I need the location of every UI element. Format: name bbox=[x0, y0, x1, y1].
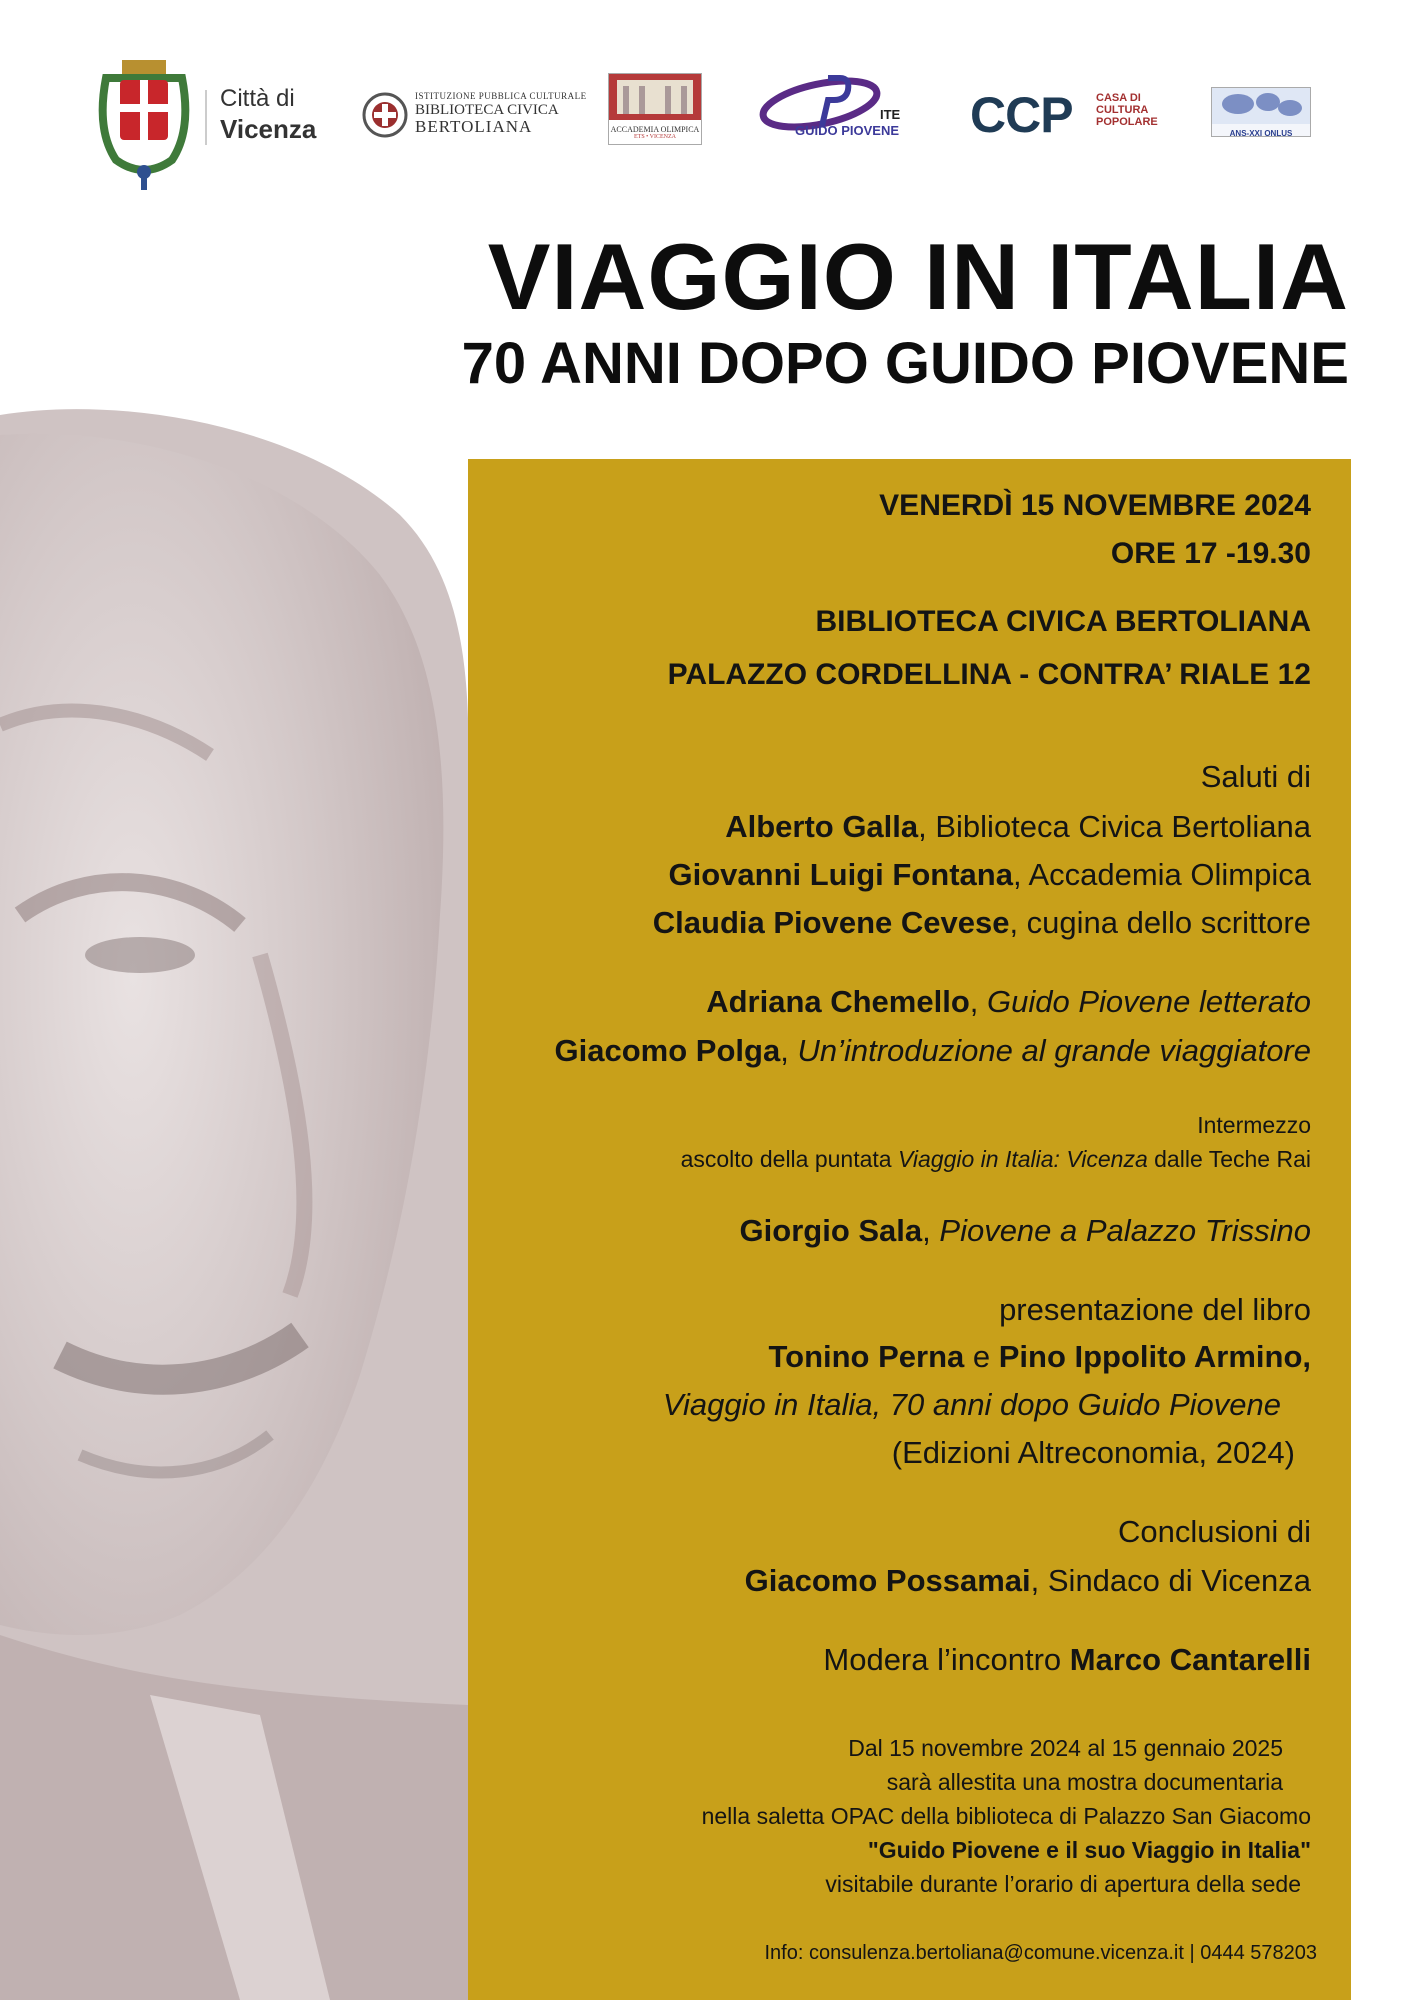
conclusions-heading: Conclusioni di bbox=[1118, 1514, 1311, 1549]
bertoliana-logo-text: ISTITUZIONE PUBBLICA CULTURALE BIBLIOTECA CIVICA BERTOLIANA bbox=[415, 91, 587, 137]
moderator-line: Modera l’incontro Marco Cantarelli bbox=[823, 1642, 1311, 1677]
bertoliana-emblem-icon bbox=[362, 92, 408, 138]
world-map-icon bbox=[1212, 88, 1310, 124]
page-title: VIAGGIO IN ITALIA bbox=[487, 224, 1349, 329]
title-block bbox=[461, 224, 1349, 396]
programme-panel bbox=[468, 459, 1351, 2000]
theatre-stage-icon bbox=[609, 74, 701, 120]
intermezzo-line: ascolto della puntata Viaggio in Italia: Vicenza dalle Teche Rai bbox=[680, 1146, 1311, 1172]
contact-info: Info: consulenza.bertoliana@comune.vicenza.it | 0444 578203 bbox=[764, 1942, 1317, 1964]
event-venue: BIBLIOTECA CIVICA BERTOLIANA bbox=[815, 605, 1311, 638]
ans-xxi-logo: ANS-XXI ONLUS bbox=[1211, 87, 1311, 137]
event-time: ORE 17 -19.30 bbox=[1110, 537, 1311, 570]
ccp-logo-text: CASA DI CULTURA POPOLARE bbox=[1096, 92, 1158, 128]
book-title: Viaggio in Italia, 70 anni dopo Guido Piovene bbox=[662, 1387, 1281, 1422]
greeting-line: Giovanni Luigi Fontana, Accademia Olimpica bbox=[668, 857, 1311, 892]
talk-line: Adriana Chemello, Guido Piovene letterato bbox=[706, 984, 1311, 1019]
exhibition-line: nella saletta OPAC della biblioteca di Palazzo San Giacomo bbox=[701, 1803, 1311, 1829]
conclusions-line: Giacomo Possamai, Sindaco di Vicenza bbox=[744, 1563, 1311, 1598]
accademia-olimpica-logo: ACCADEMIA OLIMPICA ETS • VICENZA bbox=[608, 73, 702, 145]
talk-sala: Giorgio Sala, Piovene a Palazzo Trissino bbox=[739, 1213, 1311, 1248]
talk-line: Giacomo Polga, Un’introduzione al grande viaggiatore bbox=[554, 1033, 1311, 1068]
vicenza-logo-text: Città di Vicenza bbox=[220, 85, 317, 144]
book-authors: Tonino Perna e Pino Ippolito Armino, bbox=[768, 1339, 1311, 1374]
greetings-heading: Saluti di bbox=[1200, 759, 1311, 794]
ite-label: ITE bbox=[880, 107, 901, 122]
book-publisher: (Edizioni Altreconomia, 2024) bbox=[891, 1435, 1295, 1470]
partner-logos bbox=[0, 0, 1414, 210]
ccp-mark: CCP bbox=[970, 87, 1073, 143]
exhibition-title: "Guido Piovene e il suo Viaggio in Italia" bbox=[867, 1837, 1311, 1863]
logo-divider bbox=[205, 90, 207, 145]
exhibition-line: Dal 15 novembre 2024 al 15 gennaio 2025 bbox=[848, 1735, 1283, 1761]
ite-subtitle: GUIDO PIOVENE bbox=[795, 123, 900, 138]
intermezzo-heading: Intermezzo bbox=[1197, 1112, 1311, 1138]
event-address: PALAZZO CORDELLINA - CONTRA’ RIALE 12 bbox=[667, 658, 1311, 691]
greeting-line: Alberto Galla, Biblioteca Civica Bertoliana bbox=[725, 809, 1311, 844]
book-heading: presentazione del libro bbox=[999, 1292, 1311, 1327]
page-subtitle: 70 ANNI DOPO GUIDO PIOVENE bbox=[461, 331, 1349, 396]
exhibition-line: visitabile durante l’orario di apertura della sede bbox=[825, 1871, 1301, 1897]
event-date: VENERDÌ 15 NOVEMBRE 2024 bbox=[879, 489, 1311, 522]
exhibition-line: sarà allestita una mostra documentaria bbox=[886, 1769, 1283, 1795]
vicenza-coat-of-arms-icon bbox=[96, 60, 192, 190]
greeting-line: Claudia Piovene Cevese, cugina dello scrittore bbox=[652, 905, 1311, 940]
